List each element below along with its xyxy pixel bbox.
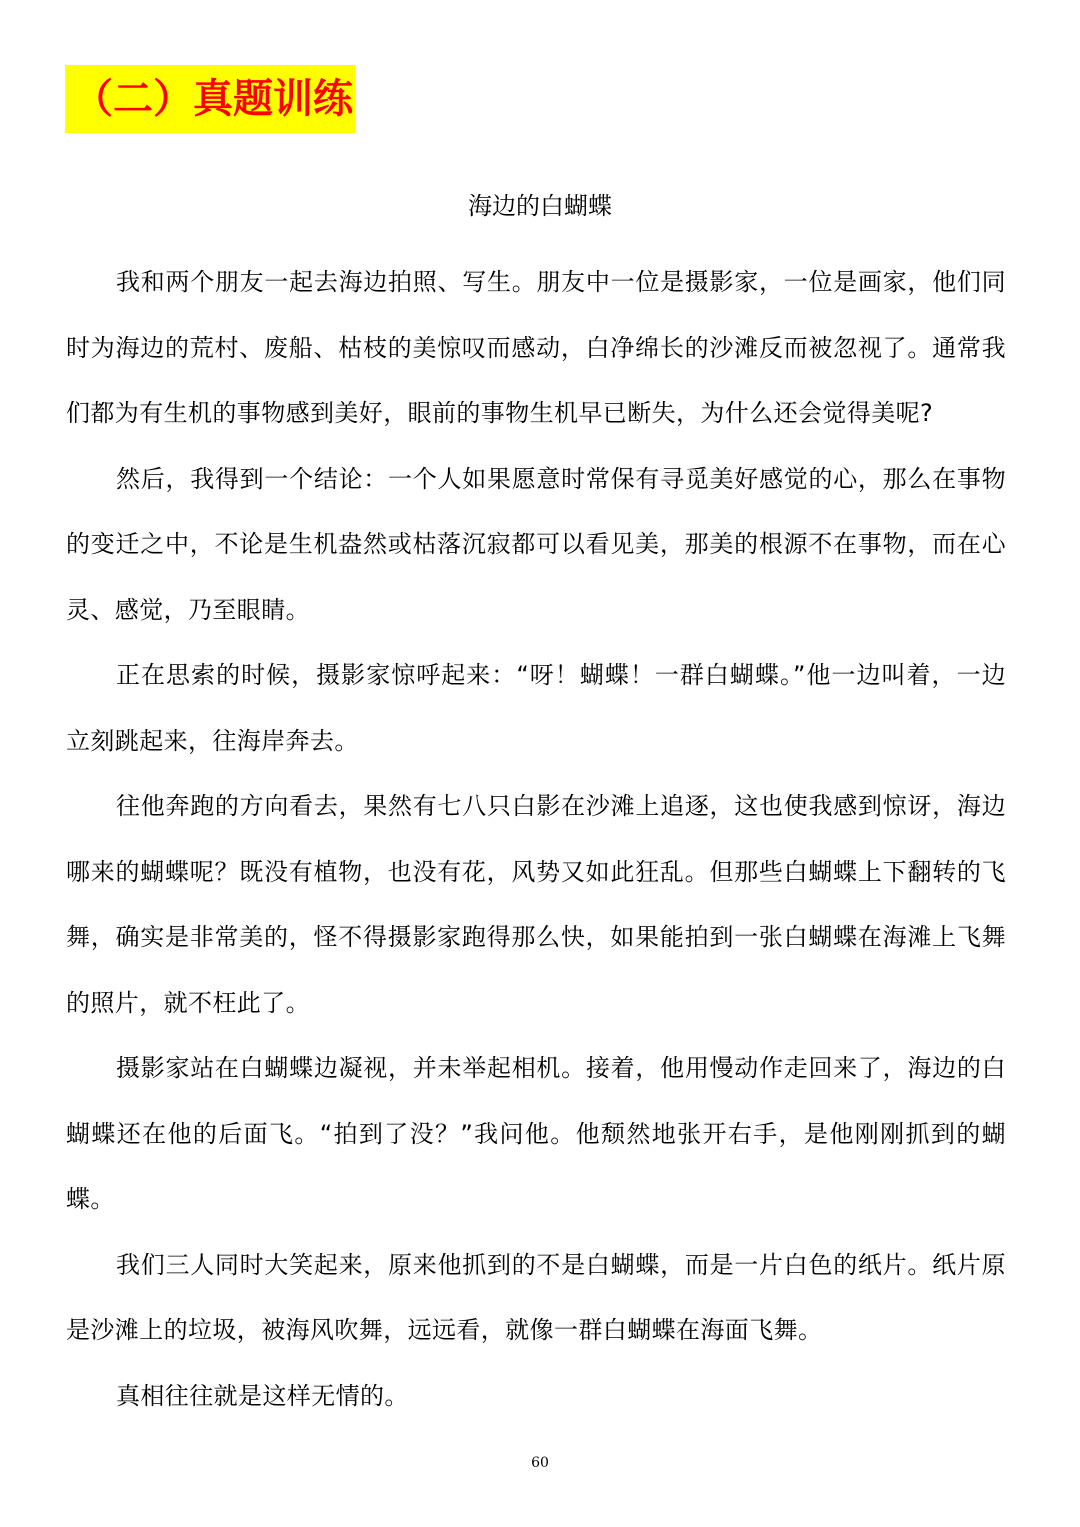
paragraph: 往他奔跑的方向看去，果然有七八只白影在沙滩上追逐，这也使我感到惊讶，海边哪来的蝴蝶呢？既没有植物，也没有花，风势又如此狂乱。但那些白蝴蝶上下翻转的飞舞，确实是非常美的，怪不得摄影家跑得那么快，如果能拍到一张白蝴蝶在海滩上飞舞的照片，就不枉此了。 <box>66 792 1006 1017</box>
paragraph: 真相往往就是这样无情的。 <box>116 1381 409 1410</box>
paragraph: 我和两个朋友一起去海边拍照、写生。朋友中一位是摄影家，一位是画家，他们同时为海边的荒村、废船、枯枝的美惊叹而感动，白净绵长的沙滩反而被忽视了。通常我们都为有生机的事物感到美好，眼前的事物生机早已断失，为什么还会觉得美呢? <box>66 268 1006 427</box>
paragraph: 摄影家站在白蝴蝶边凝视，并未举起相机。接着，他用慢动作走回来了，海边的白蝴蝶还在他的后面飞。“拍到了没？”我问他。他颓然地张开右手，是他刚刚抓到的蝴蝶。 <box>66 1054 1006 1213</box>
paragraph: 我们三人同时大笑起来，原来他抓到的不是白蝴蝶，而是一片白色的纸片。纸片原是沙滩上的垃圾，被海风吹舞，远远看，就像一群白蝴蝶在海面飞舞。 <box>66 1250 1006 1344</box>
article-body <box>66 250 1006 1429</box>
page-number: 60 <box>531 1455 549 1471</box>
article-title: 海边的白蝴蝶 <box>468 192 612 220</box>
paragraph: 然后，我得到一个结论：一个人如果愿意时常保有寻觅美好感觉的心，那么在事物的变迁之中，不论是生机盎然或枯落沉寂都可以看见美，那美的根源不在事物，而在心灵、感觉，乃至眼睛。 <box>66 464 1006 624</box>
paragraph: 正在思索的时候，摄影家惊呼起来：“呀！蝴蝶！一群白蝴蝶。”他一边叫着，一边立刻跳起来，往海岸奔去。 <box>66 661 1006 755</box>
section-heading: （二）真题训练 <box>65 65 355 133</box>
